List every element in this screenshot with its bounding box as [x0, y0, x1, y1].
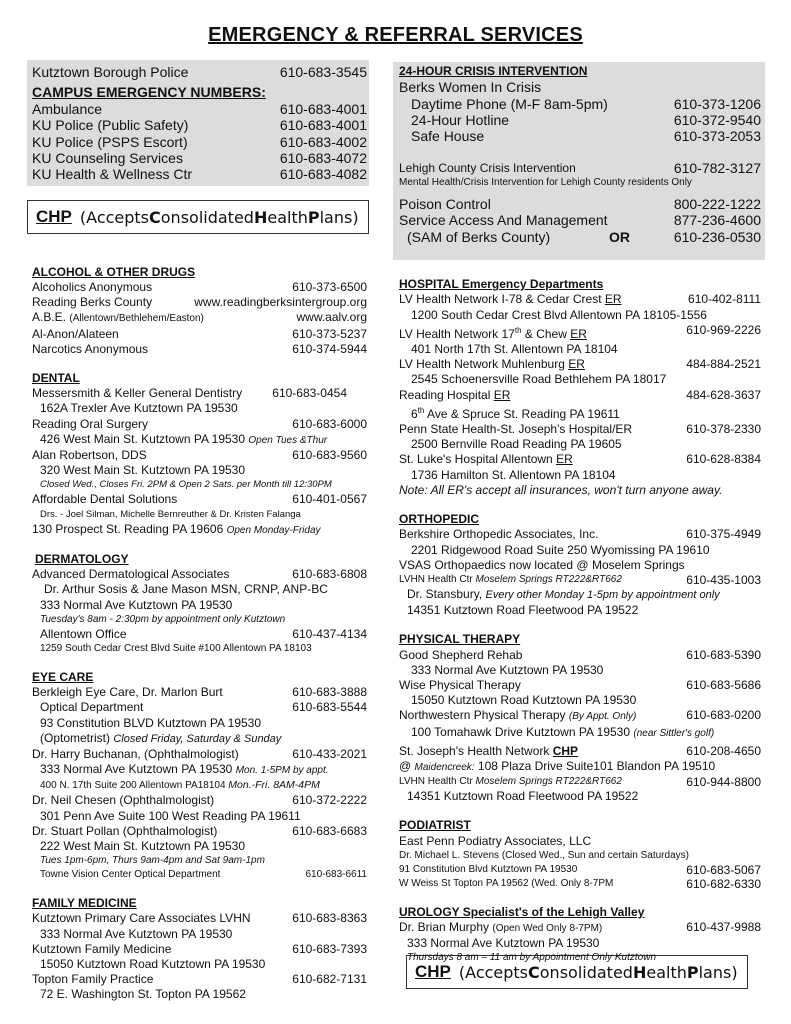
- listing-row: LV Health Network I-78 & Cedar Crest ER 610-402-8111: [399, 292, 761, 307]
- listing-row: KU Counseling Services 610-683-4072: [32, 150, 367, 167]
- listing-row: St. Joseph's Health Network CHP 610-208-4650: [399, 743, 761, 758]
- listing-row: 24-Hour Hotline 610-372-9540: [411, 112, 761, 129]
- listing-row: LVHN Health Ctr Moselem Springs RT222&RT662 610-435-1003: [399, 572, 761, 587]
- listing-row: Alan Robertson, DDS 610-683-9560: [32, 448, 367, 463]
- listing-row: Al-Anon/Alateen 610-373-5237: [32, 326, 367, 341]
- address-row: 320 West Main St. Kutztown PA 19530: [40, 463, 246, 478]
- doctors-row: Dr. Arthur Sosis & Jane Mason MSN, CRNP, ANP-BC: [44, 582, 328, 597]
- address-row: 6th Ave & Spruce St. Reading PA 19611: [411, 405, 620, 421]
- listing-row: Topton Family Practice 610-682-7131: [32, 972, 367, 987]
- listing-row: Affordable Dental Solutions 610-401-0567: [32, 492, 367, 507]
- listing-row: 91 Constitution Blvd Kutztown PA 19530 610-683-5067: [399, 862, 761, 877]
- left-column: [32, 64, 367, 1003]
- section-heading-eye: EYE CARE: [32, 669, 94, 684]
- listing-row: Safe House 610-373-2053: [411, 128, 761, 145]
- listing-row: Kutztown Family Medicine 610-683-7393: [32, 941, 367, 956]
- listing-row: Dr. Stuart Pollan (Ophthalmologist) 610-683-6683: [32, 823, 367, 838]
- section-heading-uro: UROLOGY Specialist's of the Lehigh Valley: [399, 904, 645, 919]
- address-row: 2201 Ridgewood Road Suite 250 Wyomissing PA 19610: [411, 542, 710, 557]
- org-row: East Penn Podiatry Associates, LLC: [399, 833, 592, 848]
- listing-row: KU Health & Wellness Ctr 610-683-4082: [32, 166, 367, 183]
- listing-row: Penn State Health-St. Joseph's Hospital/ER 610-378-2330: [399, 422, 761, 437]
- listing-row: Narcotics Anonymous 610-374-5944: [32, 341, 367, 356]
- listing-row: Messersmith & Keller General Dentistry 610-683-0454: [32, 386, 347, 401]
- address-row: 15050 Kutztown Road Kutztown PA 19530: [411, 693, 637, 708]
- address-row: 1259 South Cedar Crest Blvd Suite #100 Allentown PA 18103: [40, 642, 312, 654]
- listing-row: Lehigh County Crisis Intervention 610-782-3127: [399, 159, 761, 176]
- address-row: 15050 Kutztown Road Kutztown PA 19530: [40, 956, 266, 971]
- listing-row: LV Health Network 17th & Chew ER 610-969-2226: [399, 322, 761, 341]
- address-row: 400 N. 17th Suite 200 Allentown PA18104 Mon.-Fri. 8AM-4PM: [40, 779, 320, 792]
- listing-row: (SAM of Berks County) OR 610-236-0530: [407, 228, 761, 245]
- listing-row: Reading Hospital ER 484-628-3637: [399, 387, 761, 402]
- section-heading-family: FAMILY MEDICINE: [32, 896, 137, 911]
- address-row: 333 Normal Ave Kutztown PA 19530: [40, 597, 233, 612]
- address-row: 301 Penn Ave Suite 100 West Reading PA 19611: [40, 808, 301, 823]
- org-row: Berks Women In Crisis: [399, 79, 542, 96]
- address-row: 2545 Schoenersville Road Bethlehem PA 18017: [411, 372, 667, 387]
- listing-row: Ambulance 610-683-4001: [32, 100, 367, 117]
- address-row: 333 Normal Ave Kutztown PA 19530: [411, 662, 604, 677]
- hours-row: Tuesday's 8am - 2:30pm by appointment only Kutztown: [40, 613, 286, 625]
- listing-row: Reading Berks County www.readingberksintergroup.org: [32, 295, 367, 310]
- listing-row: Berkshire Orthopedic Associates, Inc. 610-375-4949: [399, 527, 761, 542]
- listing-row: Daytime Phone (M-F 8am-5pm) 610-373-1206: [411, 95, 761, 112]
- hours-row: (Optometrist) Closed Friday, Saturday & Sunday: [40, 730, 282, 745]
- listing-row: Kutztown Borough Police 610-683-3545: [32, 64, 367, 80]
- info-row: VSAS Orthopaedics now located @ Moselem Springs: [399, 557, 685, 572]
- listing-row: W Weiss St Topton PA 19562 (Wed. Only 8-7PM 610-682-6330: [399, 876, 761, 891]
- listing-row: LV Health Network Muhlenburg ER 484-884-2521: [399, 357, 761, 372]
- address-row: 222 West Main St. Kutztown PA 19530: [40, 838, 246, 853]
- doctors-row: Drs. - Joel Silman, Michelle Bernreuther & Dr. Kristen Falanga: [40, 508, 301, 520]
- doctors-row: Dr. Michael L. Stevens (Closed Wed., Sun and certain Saturdays): [399, 849, 689, 861]
- listing-row: St. Luke's Hospital Allentown ER 610-628-8384: [399, 452, 761, 467]
- listing-row: Northwestern Physical Therapy (By Appt. Only) 610-683-0200: [399, 708, 761, 723]
- listing-row: Reading Oral Surgery 610-683-6000: [32, 416, 367, 431]
- address-row: 162A Trexler Ave Kutztown PA 19530: [40, 401, 238, 416]
- section-heading-dental: DENTAL: [32, 371, 80, 386]
- listing-row: Good Shepherd Rehab 610-683-5390: [399, 647, 761, 662]
- listing-row: Service Access And Management 877-236-4600: [399, 212, 761, 229]
- section-heading-pt: PHYSICAL THERAPY: [399, 632, 521, 647]
- listing-row: Advanced Dermatological Associates 610-683-6808: [32, 567, 367, 582]
- chp-banner-top: CHP (Accepts C onsolidated H ealth P lans): [27, 200, 369, 234]
- listing-row: LVHN Health Ctr Moselem Springs RT222&RT662 610-944-8800: [399, 775, 761, 790]
- page-title: EMERGENCY & REFERRAL SERVICES: [208, 24, 583, 46]
- section-heading-derm: DERMATOLOGY: [35, 551, 129, 566]
- listing-row: Optical Department 610-683-5544: [40, 700, 367, 715]
- section-heading-crisis: 24-HOUR CRISIS INTERVENTION: [399, 64, 588, 78]
- address-row: 130 Prospect St. Reading PA 19606 Open Monday-Friday: [32, 521, 321, 536]
- hours-row: Closed Wed., Closes Fri. 2PM & Open 2 Sats. per Month till 12:30PM: [40, 479, 332, 491]
- hours-row: Thursdays 8 am – 11 am by Appointment Only Kutztown: [407, 952, 657, 964]
- address-row: 14351 Kutztown Road Fleetwood PA 19522: [407, 789, 639, 804]
- chp-code: CHP: [415, 962, 451, 981]
- address-row: 426 West Main St. Kutztown PA 19530 Open Tues &Thur: [40, 431, 328, 446]
- listing-row: Kutztown Primary Care Associates LVHN 610-683-8363: [32, 911, 367, 926]
- listing-row: Berkleigh Eye Care, Dr. Marlon Burt 610-683-3888: [32, 685, 367, 700]
- chp-code: CHP: [36, 207, 72, 226]
- listing-row: KU Police (Public Safety) 610-683-4001: [32, 117, 367, 134]
- address-row: 1200 South Cedar Crest Blvd Allentown PA 18105-1556: [411, 307, 707, 322]
- address-row: 93 Constitution BLVD Kutztown PA 19530: [40, 715, 262, 730]
- listing-row: Towne Vision Center Optical Department 610-683-6611: [40, 869, 367, 881]
- listing-row: Wise Physical Therapy 610-683-5686: [399, 677, 761, 692]
- section-heading-hospital: HOSPITAL Emergency Departments: [399, 277, 604, 292]
- listing-row: Dr. Neil Chesen (Ophthalmologist) 610-372-2222: [32, 793, 367, 808]
- section-heading-ortho: ORTHOPEDIC: [399, 512, 480, 527]
- address-row: 401 North 17th St. Allentown PA 18104: [411, 342, 618, 357]
- address-row: 72 E. Washington St. Topton PA 19562: [40, 987, 246, 1002]
- address-row: 100 Tomahawk Drive Kutztown PA 19530 (near Sittler's golf): [411, 724, 715, 739]
- address-row: @ Maidencreek: 108 Plaza Drive Suite101 Blandon PA 19510: [399, 758, 716, 773]
- address-row: 333 Normal Ave Kutztown PA 19530: [407, 936, 600, 951]
- note-row: Note: All ER's accept all insurances, won't turn anyone away.: [399, 482, 723, 497]
- address-row: 14351 Kutztown Road Fleetwood PA 19522: [407, 603, 639, 618]
- right-column: [399, 64, 761, 965]
- listing-row: KU Police (PSPS Escort) 610-683-4002: [32, 133, 367, 150]
- address-row: 1736 Hamilton St. Allentown PA 18104: [411, 467, 616, 482]
- section-heading-alcohol: ALCOHOL & OTHER DRUGS: [32, 264, 196, 279]
- address-row: 2500 Bernville Road Reading PA 19605: [411, 437, 622, 452]
- address-row: 333 Normal Ave Kutztown PA 19530 Mon. 1-5PM by appt.: [40, 762, 329, 777]
- chp-banner-bottom: CHP (Accepts C onsolidated H ealth P lans): [406, 955, 748, 989]
- section-heading-pod: PODIATRIST: [399, 818, 471, 833]
- listing-row: Alcoholics Anonymous 610-373-6500: [32, 280, 367, 295]
- section-heading-campus: CAMPUS EMERGENCY NUMBERS:: [32, 84, 266, 101]
- hours-row: Dr. Stansbury, Every other Monday 1-5pm by appointment only: [407, 586, 720, 601]
- listing-row: Allentown Office 610-437-4134: [40, 626, 367, 641]
- address-row: 333 Normal Ave Kutztown PA 19530: [40, 926, 233, 941]
- hours-row: Tues 1pm-6pm, Thurs 9am-4pm and Sat 9am-1pm: [40, 855, 265, 867]
- listing-row: Dr. Harry Buchanan, (Ophthalmologist) 610-433-2021: [32, 746, 367, 761]
- listing-row: A.B.E. (Allentown/Bethlehem/Easton) www.aalv.org: [32, 310, 367, 325]
- listing-row: Poison Control 800-222-1222: [399, 196, 761, 213]
- note-row: Mental Health/Crisis Intervention for Lehigh County residents Only: [399, 177, 692, 189]
- listing-row: Dr. Brian Murphy (Open Wed Only 8-7PM) 610-437-9988: [399, 919, 761, 934]
